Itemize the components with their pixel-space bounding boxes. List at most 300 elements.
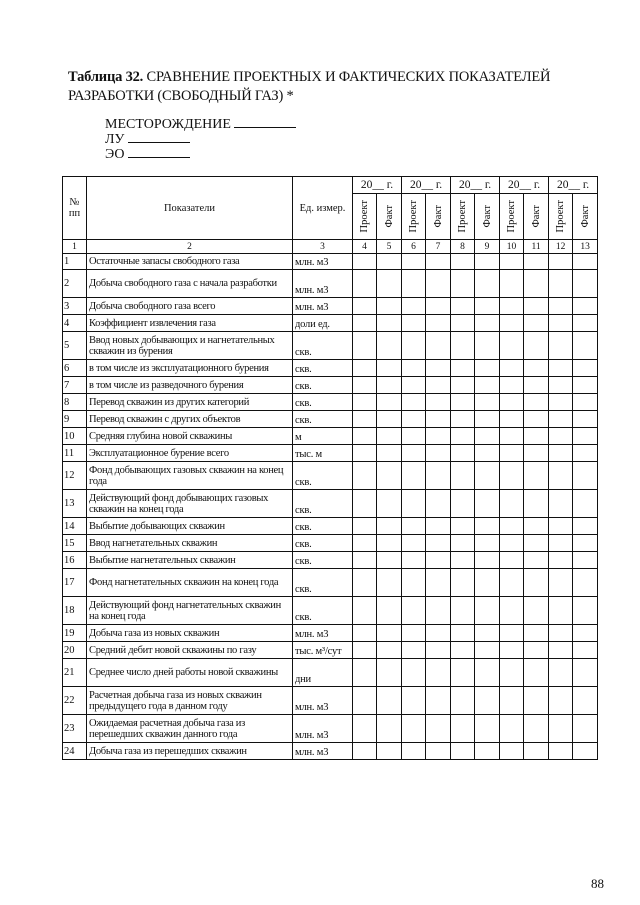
fakt-value-cell[interactable] bbox=[426, 597, 451, 625]
fakt-value-cell[interactable] bbox=[377, 270, 402, 298]
row-number: 9 bbox=[63, 411, 87, 428]
fakt-value-cell[interactable] bbox=[377, 569, 402, 597]
fakt-value-cell[interactable] bbox=[573, 315, 598, 332]
indicator-label: Перевод скважин из других категорий bbox=[87, 394, 293, 411]
fakt-value-cell[interactable] bbox=[524, 462, 549, 490]
fakt-value-cell[interactable] bbox=[377, 743, 402, 760]
proekt-value-cell[interactable] bbox=[402, 270, 426, 298]
header-fakt-1: Факт bbox=[377, 194, 402, 240]
page-number: 88 bbox=[591, 876, 604, 891]
proekt-value-cell[interactable] bbox=[500, 254, 524, 270]
fakt-value-cell[interactable] bbox=[377, 411, 402, 428]
fakt-value-cell[interactable] bbox=[524, 659, 549, 687]
proekt-value-cell[interactable] bbox=[451, 377, 475, 394]
column-number: 2 bbox=[87, 240, 293, 254]
proekt-value-cell[interactable] bbox=[549, 298, 573, 315]
indicator-label: Добыча газа из новых скважин bbox=[87, 625, 293, 642]
fakt-value-cell[interactable] bbox=[524, 518, 549, 535]
proekt-value-cell[interactable] bbox=[549, 315, 573, 332]
proekt-value-cell[interactable] bbox=[353, 743, 377, 760]
lu-label: ЛУ bbox=[105, 132, 125, 147]
proekt-value-cell[interactable] bbox=[549, 552, 573, 569]
proekt-value-cell[interactable] bbox=[500, 659, 524, 687]
fakt-value-cell[interactable] bbox=[524, 360, 549, 377]
fakt-value-cell[interactable] bbox=[573, 254, 598, 270]
proekt-value-cell[interactable] bbox=[500, 445, 524, 462]
unit-cell: дни bbox=[293, 659, 353, 687]
proekt-value-cell[interactable] bbox=[451, 743, 475, 760]
fakt-value-cell[interactable] bbox=[426, 445, 451, 462]
proekt-value-cell[interactable] bbox=[549, 518, 573, 535]
indicator-label: Ввод новых добывающих и нагнетательных скважин из бурения bbox=[87, 332, 293, 360]
indicator-label: Остаточные запасы свободного газа bbox=[87, 254, 293, 270]
proekt-value-cell[interactable] bbox=[500, 332, 524, 360]
table-row bbox=[63, 254, 598, 270]
proekt-value-cell[interactable] bbox=[451, 597, 475, 625]
fakt-value-cell[interactable] bbox=[573, 625, 598, 642]
fakt-value-cell[interactable] bbox=[475, 569, 500, 597]
proekt-value-cell[interactable] bbox=[451, 518, 475, 535]
header-unit: Ед. измер. bbox=[293, 177, 353, 240]
eo-blank bbox=[128, 145, 190, 158]
fakt-value-cell[interactable] bbox=[475, 270, 500, 298]
fakt-value-cell[interactable] bbox=[475, 254, 500, 270]
unit-cell: скв. bbox=[293, 535, 353, 552]
table-row bbox=[63, 625, 598, 642]
proekt-value-cell[interactable] bbox=[402, 743, 426, 760]
fakt-value-cell[interactable] bbox=[426, 377, 451, 394]
proekt-value-cell[interactable] bbox=[549, 490, 573, 518]
proekt-value-cell[interactable] bbox=[402, 445, 426, 462]
proekt-value-cell[interactable] bbox=[353, 687, 377, 715]
proekt-value-cell[interactable] bbox=[451, 687, 475, 715]
fakt-value-cell[interactable] bbox=[475, 315, 500, 332]
proekt-value-cell[interactable] bbox=[353, 298, 377, 315]
indicator-label: Средняя глубина новой скважины bbox=[87, 428, 293, 445]
proekt-value-cell[interactable] bbox=[549, 462, 573, 490]
fakt-value-cell[interactable] bbox=[426, 642, 451, 659]
fakt-value-cell[interactable] bbox=[377, 625, 402, 642]
fakt-value-cell[interactable] bbox=[573, 552, 598, 569]
proekt-value-cell[interactable] bbox=[500, 462, 524, 490]
proekt-value-cell[interactable] bbox=[451, 569, 475, 597]
proekt-value-cell[interactable] bbox=[353, 462, 377, 490]
fakt-value-cell[interactable] bbox=[475, 462, 500, 490]
proekt-value-cell[interactable] bbox=[353, 625, 377, 642]
proekt-value-cell[interactable] bbox=[402, 428, 426, 445]
proekt-value-cell[interactable] bbox=[451, 428, 475, 445]
table-title bbox=[68, 68, 608, 106]
fakt-value-cell[interactable] bbox=[524, 569, 549, 597]
fakt-value-cell[interactable] bbox=[377, 315, 402, 332]
header-year-1: 20__ г. bbox=[353, 177, 402, 194]
table-row bbox=[63, 518, 598, 535]
proekt-value-cell[interactable] bbox=[549, 411, 573, 428]
fakt-value-cell[interactable] bbox=[475, 518, 500, 535]
proekt-value-cell[interactable] bbox=[500, 642, 524, 659]
fakt-value-cell[interactable] bbox=[524, 597, 549, 625]
fakt-value-cell[interactable] bbox=[475, 687, 500, 715]
fakt-value-cell[interactable] bbox=[573, 597, 598, 625]
fakt-value-cell[interactable] bbox=[573, 569, 598, 597]
fakt-value-cell[interactable] bbox=[377, 490, 402, 518]
row-number: 3 bbox=[63, 298, 87, 315]
proekt-value-cell[interactable] bbox=[549, 254, 573, 270]
column-number: 7 bbox=[426, 240, 451, 254]
fakt-value-cell[interactable] bbox=[573, 428, 598, 445]
fakt-value-cell[interactable] bbox=[524, 687, 549, 715]
fakt-value-cell[interactable] bbox=[377, 535, 402, 552]
fakt-value-cell[interactable] bbox=[377, 360, 402, 377]
fakt-value-cell[interactable] bbox=[426, 254, 451, 270]
header-fakt-3: Факт bbox=[475, 194, 500, 240]
proekt-value-cell[interactable] bbox=[500, 687, 524, 715]
fakt-value-cell[interactable] bbox=[426, 569, 451, 597]
proekt-value-cell[interactable] bbox=[500, 569, 524, 597]
fakt-value-cell[interactable] bbox=[377, 332, 402, 360]
fakt-value-cell[interactable] bbox=[524, 445, 549, 462]
fakt-value-cell[interactable] bbox=[377, 715, 402, 743]
proekt-value-cell[interactable] bbox=[451, 254, 475, 270]
proekt-value-cell[interactable] bbox=[500, 411, 524, 428]
fakt-value-cell[interactable] bbox=[426, 625, 451, 642]
fakt-value-cell[interactable] bbox=[573, 518, 598, 535]
proekt-value-cell[interactable] bbox=[549, 535, 573, 552]
proekt-value-cell[interactable] bbox=[353, 445, 377, 462]
proekt-value-cell[interactable] bbox=[549, 659, 573, 687]
fakt-value-cell[interactable] bbox=[377, 394, 402, 411]
fakt-value-cell[interactable] bbox=[524, 490, 549, 518]
proekt-value-cell[interactable] bbox=[549, 642, 573, 659]
proekt-value-cell[interactable] bbox=[549, 332, 573, 360]
fakt-value-cell[interactable] bbox=[524, 428, 549, 445]
fakt-value-cell[interactable] bbox=[377, 597, 402, 625]
fakt-value-cell[interactable] bbox=[475, 659, 500, 687]
proekt-value-cell[interactable] bbox=[500, 715, 524, 743]
fakt-value-cell[interactable] bbox=[573, 462, 598, 490]
proekt-value-cell[interactable] bbox=[353, 642, 377, 659]
fakt-value-cell[interactable] bbox=[475, 625, 500, 642]
fakt-value-cell[interactable] bbox=[524, 743, 549, 760]
proekt-value-cell[interactable] bbox=[500, 315, 524, 332]
proekt-value-cell[interactable] bbox=[353, 411, 377, 428]
proekt-value-cell[interactable] bbox=[500, 394, 524, 411]
fakt-value-cell[interactable] bbox=[524, 315, 549, 332]
proekt-value-cell[interactable] bbox=[451, 715, 475, 743]
header-fakt-5: Факт bbox=[573, 194, 598, 240]
fakt-value-cell[interactable] bbox=[524, 394, 549, 411]
proekt-value-cell[interactable] bbox=[353, 490, 377, 518]
fakt-value-cell[interactable] bbox=[377, 254, 402, 270]
proekt-value-cell[interactable] bbox=[402, 360, 426, 377]
proekt-value-cell[interactable] bbox=[353, 360, 377, 377]
proekt-value-cell[interactable] bbox=[402, 411, 426, 428]
proekt-value-cell[interactable] bbox=[451, 490, 475, 518]
proekt-value-cell[interactable] bbox=[402, 462, 426, 490]
proekt-value-cell[interactable] bbox=[500, 625, 524, 642]
eo-line bbox=[105, 145, 190, 163]
proekt-value-cell[interactable] bbox=[402, 490, 426, 518]
proekt-value-cell[interactable] bbox=[451, 298, 475, 315]
fakt-value-cell[interactable] bbox=[475, 597, 500, 625]
proekt-value-cell[interactable] bbox=[500, 298, 524, 315]
proekt-value-cell[interactable] bbox=[402, 254, 426, 270]
row-number: 4 bbox=[63, 315, 87, 332]
proekt-value-cell[interactable] bbox=[451, 394, 475, 411]
proekt-value-cell[interactable] bbox=[353, 552, 377, 569]
indicator-label: Действующий фонд добывающих газовых скважин на конец года bbox=[87, 490, 293, 518]
fakt-value-cell[interactable] bbox=[573, 642, 598, 659]
fakt-value-cell[interactable] bbox=[377, 298, 402, 315]
header-year-4: 20__ г. bbox=[500, 177, 549, 194]
proekt-value-cell[interactable] bbox=[353, 254, 377, 270]
proekt-value-cell[interactable] bbox=[451, 270, 475, 298]
fakt-value-cell[interactable] bbox=[426, 490, 451, 518]
fakt-value-cell[interactable] bbox=[426, 270, 451, 298]
fakt-value-cell[interactable] bbox=[524, 552, 549, 569]
proekt-value-cell[interactable] bbox=[353, 315, 377, 332]
fakt-value-cell[interactable] bbox=[475, 552, 500, 569]
proekt-value-cell[interactable] bbox=[549, 715, 573, 743]
fakt-value-cell[interactable] bbox=[573, 490, 598, 518]
proekt-value-cell[interactable] bbox=[500, 552, 524, 569]
proekt-value-cell[interactable] bbox=[451, 462, 475, 490]
fakt-value-cell[interactable] bbox=[524, 625, 549, 642]
proekt-value-cell[interactable] bbox=[451, 535, 475, 552]
proekt-value-cell[interactable] bbox=[353, 569, 377, 597]
fakt-value-cell[interactable] bbox=[377, 518, 402, 535]
row-number: 12 bbox=[63, 462, 87, 490]
row-number: 19 bbox=[63, 625, 87, 642]
fakt-value-cell[interactable] bbox=[573, 445, 598, 462]
fakt-value-cell[interactable] bbox=[573, 535, 598, 552]
fakt-value-cell[interactable] bbox=[426, 715, 451, 743]
row-number: 16 bbox=[63, 552, 87, 569]
proekt-value-cell[interactable] bbox=[353, 535, 377, 552]
proekt-value-cell[interactable] bbox=[353, 659, 377, 687]
proekt-value-cell[interactable] bbox=[402, 659, 426, 687]
fakt-value-cell[interactable] bbox=[573, 394, 598, 411]
fakt-value-cell[interactable] bbox=[475, 445, 500, 462]
fakt-value-cell[interactable] bbox=[377, 462, 402, 490]
row-number: 20 bbox=[63, 642, 87, 659]
fakt-value-cell[interactable] bbox=[573, 715, 598, 743]
proekt-value-cell[interactable] bbox=[451, 411, 475, 428]
fakt-value-cell[interactable] bbox=[475, 490, 500, 518]
indicator-label: Действующий фонд нагнетательных скважин на конец года bbox=[87, 597, 293, 625]
proekt-value-cell[interactable] bbox=[549, 625, 573, 642]
fakt-value-cell[interactable] bbox=[426, 411, 451, 428]
fakt-value-cell[interactable] bbox=[475, 360, 500, 377]
header-proekt-4: Проект bbox=[500, 194, 524, 240]
table-row bbox=[63, 743, 598, 760]
proekt-value-cell[interactable] bbox=[500, 428, 524, 445]
proekt-value-cell[interactable] bbox=[402, 377, 426, 394]
fakt-value-cell[interactable] bbox=[573, 659, 598, 687]
unit-cell: скв. bbox=[293, 394, 353, 411]
proekt-value-cell[interactable] bbox=[549, 445, 573, 462]
proekt-value-cell[interactable] bbox=[402, 315, 426, 332]
fakt-value-cell[interactable] bbox=[573, 360, 598, 377]
proekt-value-cell[interactable] bbox=[500, 270, 524, 298]
proekt-value-cell[interactable] bbox=[402, 332, 426, 360]
table-row bbox=[63, 315, 598, 332]
proekt-value-cell[interactable] bbox=[353, 377, 377, 394]
fakt-value-cell[interactable] bbox=[524, 411, 549, 428]
proekt-value-cell[interactable] bbox=[353, 428, 377, 445]
fakt-value-cell[interactable] bbox=[426, 298, 451, 315]
indicator-label: Ожидаемая расчетная добыча газа из перешедших скважин данного года bbox=[87, 715, 293, 743]
proekt-value-cell[interactable] bbox=[353, 332, 377, 360]
fakt-value-cell[interactable] bbox=[377, 687, 402, 715]
table-row bbox=[63, 642, 598, 659]
proekt-value-cell[interactable] bbox=[500, 535, 524, 552]
fakt-value-cell[interactable] bbox=[475, 715, 500, 743]
header-indicator: Показатели bbox=[87, 177, 293, 240]
fakt-value-cell[interactable] bbox=[426, 360, 451, 377]
proekt-value-cell[interactable] bbox=[451, 332, 475, 360]
proekt-value-cell[interactable] bbox=[451, 552, 475, 569]
header-proekt-1: Проект bbox=[353, 194, 377, 240]
fakt-value-cell[interactable] bbox=[475, 428, 500, 445]
fakt-value-cell[interactable] bbox=[524, 254, 549, 270]
fakt-value-cell[interactable] bbox=[426, 687, 451, 715]
unit-cell: скв. bbox=[293, 360, 353, 377]
proekt-value-cell[interactable] bbox=[451, 625, 475, 642]
fakt-value-cell[interactable] bbox=[377, 377, 402, 394]
proekt-value-cell[interactable] bbox=[549, 428, 573, 445]
table-row bbox=[63, 535, 598, 552]
indicator-label: Добыча газа из перешедших скважин bbox=[87, 743, 293, 760]
fakt-value-cell[interactable] bbox=[377, 428, 402, 445]
fakt-value-cell[interactable] bbox=[475, 377, 500, 394]
fakt-value-cell[interactable] bbox=[573, 332, 598, 360]
fakt-value-cell[interactable] bbox=[426, 428, 451, 445]
fakt-value-cell[interactable] bbox=[426, 315, 451, 332]
fakt-value-cell[interactable] bbox=[426, 394, 451, 411]
proekt-value-cell[interactable] bbox=[353, 270, 377, 298]
table-title-text: СРАВНЕНИЕ ПРОЕКТНЫХ И ФАКТИЧЕСКИХ ПОКАЗАТЕЛЕЙ РАЗРАБОТКИ (СВОБОДНЫЙ ГАЗ) * bbox=[68, 69, 551, 104]
fakt-value-cell[interactable] bbox=[573, 687, 598, 715]
proekt-value-cell[interactable] bbox=[500, 360, 524, 377]
proekt-value-cell[interactable] bbox=[402, 298, 426, 315]
proekt-value-cell[interactable] bbox=[402, 625, 426, 642]
table-row bbox=[63, 687, 598, 715]
proekt-value-cell[interactable] bbox=[402, 535, 426, 552]
fakt-value-cell[interactable] bbox=[426, 659, 451, 687]
fakt-value-cell[interactable] bbox=[524, 270, 549, 298]
unit-cell: млн. м3 bbox=[293, 625, 353, 642]
proekt-value-cell[interactable] bbox=[549, 743, 573, 760]
proekt-value-cell[interactable] bbox=[549, 569, 573, 597]
proekt-value-cell[interactable] bbox=[451, 659, 475, 687]
fakt-value-cell[interactable] bbox=[524, 332, 549, 360]
proekt-value-cell[interactable] bbox=[500, 490, 524, 518]
fakt-value-cell[interactable] bbox=[573, 411, 598, 428]
column-number: 13 bbox=[573, 240, 598, 254]
proekt-value-cell[interactable] bbox=[353, 597, 377, 625]
fakt-value-cell[interactable] bbox=[426, 462, 451, 490]
table-row bbox=[63, 428, 598, 445]
proekt-value-cell[interactable] bbox=[402, 518, 426, 535]
fakt-value-cell[interactable] bbox=[426, 535, 451, 552]
fakt-value-cell[interactable] bbox=[524, 642, 549, 659]
fakt-value-cell[interactable] bbox=[426, 552, 451, 569]
proekt-value-cell[interactable] bbox=[353, 518, 377, 535]
proekt-value-cell[interactable] bbox=[500, 377, 524, 394]
proekt-value-cell[interactable] bbox=[500, 743, 524, 760]
header-proekt-2: Проект bbox=[402, 194, 426, 240]
proekt-value-cell[interactable] bbox=[451, 360, 475, 377]
proekt-value-cell[interactable] bbox=[402, 569, 426, 597]
table-row bbox=[63, 552, 598, 569]
fakt-value-cell[interactable] bbox=[377, 642, 402, 659]
proekt-value-cell[interactable] bbox=[402, 642, 426, 659]
table-row bbox=[63, 659, 598, 687]
proekt-value-cell[interactable] bbox=[549, 597, 573, 625]
proekt-value-cell[interactable] bbox=[402, 552, 426, 569]
proekt-value-cell[interactable] bbox=[353, 715, 377, 743]
proekt-value-cell[interactable] bbox=[500, 597, 524, 625]
proekt-value-cell[interactable] bbox=[549, 360, 573, 377]
fakt-value-cell[interactable] bbox=[426, 518, 451, 535]
fakt-value-cell[interactable] bbox=[524, 715, 549, 743]
fakt-value-cell[interactable] bbox=[573, 270, 598, 298]
row-number: 13 bbox=[63, 490, 87, 518]
fakt-value-cell[interactable] bbox=[524, 535, 549, 552]
table-row bbox=[63, 298, 598, 315]
fakt-value-cell[interactable] bbox=[524, 298, 549, 315]
fakt-value-cell[interactable] bbox=[475, 411, 500, 428]
fakt-value-cell[interactable] bbox=[573, 377, 598, 394]
fakt-value-cell[interactable] bbox=[573, 743, 598, 760]
proekt-value-cell[interactable] bbox=[549, 270, 573, 298]
fakt-value-cell[interactable] bbox=[377, 445, 402, 462]
fakt-value-cell[interactable] bbox=[475, 743, 500, 760]
indicator-label: Коэффициент извлечения газа bbox=[87, 315, 293, 332]
proekt-value-cell[interactable] bbox=[549, 687, 573, 715]
proekt-value-cell[interactable] bbox=[451, 315, 475, 332]
fakt-value-cell[interactable] bbox=[377, 552, 402, 569]
indicator-label: Расчетная добыча газа из новых скважин предыдущего года в данном году bbox=[87, 687, 293, 715]
fakt-value-cell[interactable] bbox=[475, 298, 500, 315]
row-number: 7 bbox=[63, 377, 87, 394]
proekt-value-cell[interactable] bbox=[402, 394, 426, 411]
unit-cell: тыс. м³/сут bbox=[293, 642, 353, 659]
fakt-value-cell[interactable] bbox=[426, 743, 451, 760]
fakt-value-cell[interactable] bbox=[573, 298, 598, 315]
fakt-value-cell[interactable] bbox=[475, 535, 500, 552]
proekt-value-cell[interactable] bbox=[451, 445, 475, 462]
unit-cell: доли ед. bbox=[293, 315, 353, 332]
proekt-value-cell[interactable] bbox=[500, 518, 524, 535]
fakt-value-cell[interactable] bbox=[524, 377, 549, 394]
fakt-value-cell[interactable] bbox=[475, 642, 500, 659]
fakt-value-cell[interactable] bbox=[475, 394, 500, 411]
proekt-value-cell[interactable] bbox=[402, 597, 426, 625]
fakt-value-cell[interactable] bbox=[475, 332, 500, 360]
proekt-value-cell[interactable] bbox=[549, 377, 573, 394]
proekt-value-cell[interactable] bbox=[353, 394, 377, 411]
unit-cell: млн. м3 bbox=[293, 687, 353, 715]
proekt-value-cell[interactable] bbox=[402, 715, 426, 743]
fakt-value-cell[interactable] bbox=[377, 659, 402, 687]
header-num: № пп bbox=[63, 177, 87, 240]
fakt-value-cell[interactable] bbox=[426, 332, 451, 360]
proekt-value-cell[interactable] bbox=[402, 687, 426, 715]
proekt-value-cell[interactable] bbox=[451, 642, 475, 659]
proekt-value-cell[interactable] bbox=[549, 394, 573, 411]
